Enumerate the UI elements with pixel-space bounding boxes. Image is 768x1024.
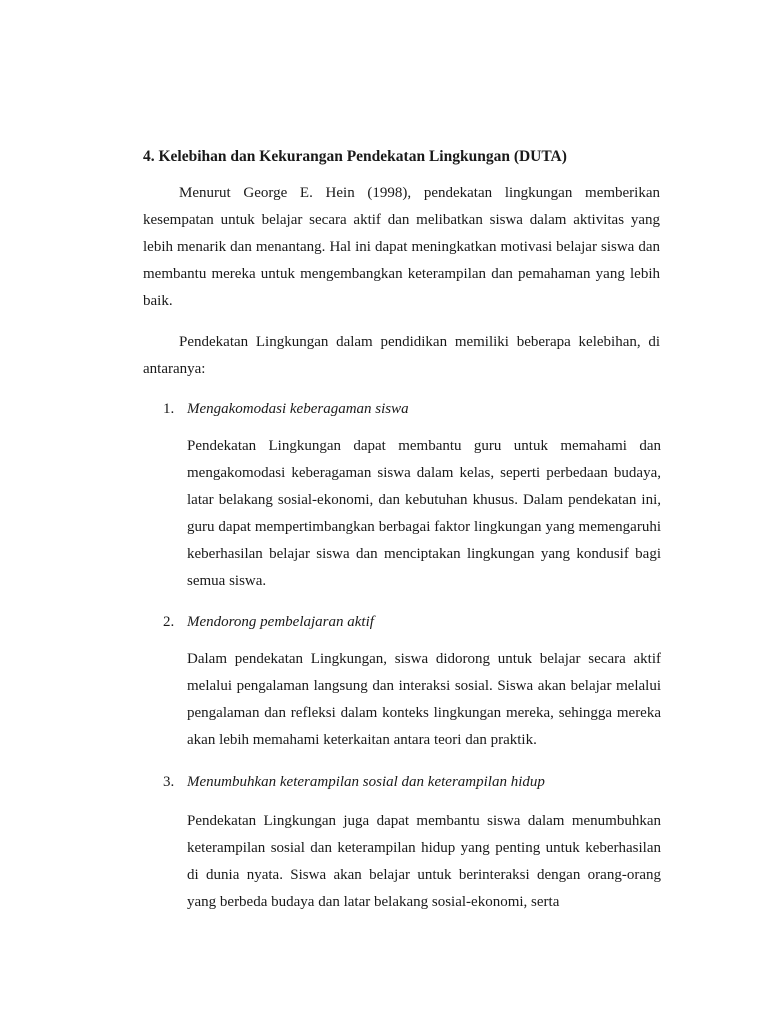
list-item-1-heading (163, 398, 663, 420)
list-item-2-body: Dalam pendekatan Lingkungan, siswa didorong untuk belajar secara aktif melalui pengalaman langsung dan interaksi sosial. Siswa akan belajar melalui pengalaman dan refleksi dalam konteks lingkungan mereka, sehingga mereka akan lebih memahami keterkaitan antara teori dan praktik. (187, 651, 661, 749)
list-item-1-body: Pendekatan Lingkungan dapat membantu guru untuk memahami dan mengakomodasi keberagaman siswa dalam kelas, seperti perbedaan budaya, latar belakang sosial-ekonomi, dan kebutuhan khusus. Dalam pendekatan ini, guru dapat mempertimbangkan berbagai faktor lingkungan yang memengaruhi keberhasilan belajar siswa dan menciptakan lingkungan yang kondusif bagi semua siswa. (187, 438, 661, 590)
list-item-1-title: Mengakomodasi keberagaman siswa (187, 401, 409, 417)
list-item-3-body: Pendekatan Lingkungan juga dapat membantu siswa dalam menumbuhkan keterampilan sosial dan keterampilan hidup yang penting untuk keberhasilan di dunia nyata. Siswa akan belajar untuk berinteraksi dengan orang-orang yang berbeda budaya dan latar belakang sosial-ekonomi, serta (187, 813, 661, 911)
list-item-3-heading (163, 771, 663, 793)
list-item-1-number: 1. (163, 401, 175, 417)
list-item-3-title: Menumbuhkan keterampilan sosial dan keterampilan hidup (187, 774, 545, 790)
list-item-2-number: 2. (163, 614, 175, 630)
list-item-2-heading (163, 611, 663, 633)
section-heading: 4. Kelebihan dan Kekurangan Pendekatan Lingkungan (DUTA) (143, 148, 567, 165)
list-item-3-number: 3. (163, 774, 175, 790)
lead-paragraph: Pendekatan Lingkungan dalam pendidikan memiliki beberapa kelebihan, di antaranya: (143, 334, 660, 378)
list-item-2-title: Mendorong pembelajaran aktif (187, 614, 374, 630)
intro-paragraph: Menurut George E. Hein (1998), pendekatan lingkungan memberikan kesempatan untuk belajar secara aktif dan melibatkan siswa dalam aktivitas yang lebih menarik dan menantang. Hal ini dapat meningkatkan motivasi belajar siswa dan membantu mereka untuk mengembangkan keterampilan dan pemahaman yang lebih baik. (143, 185, 660, 310)
